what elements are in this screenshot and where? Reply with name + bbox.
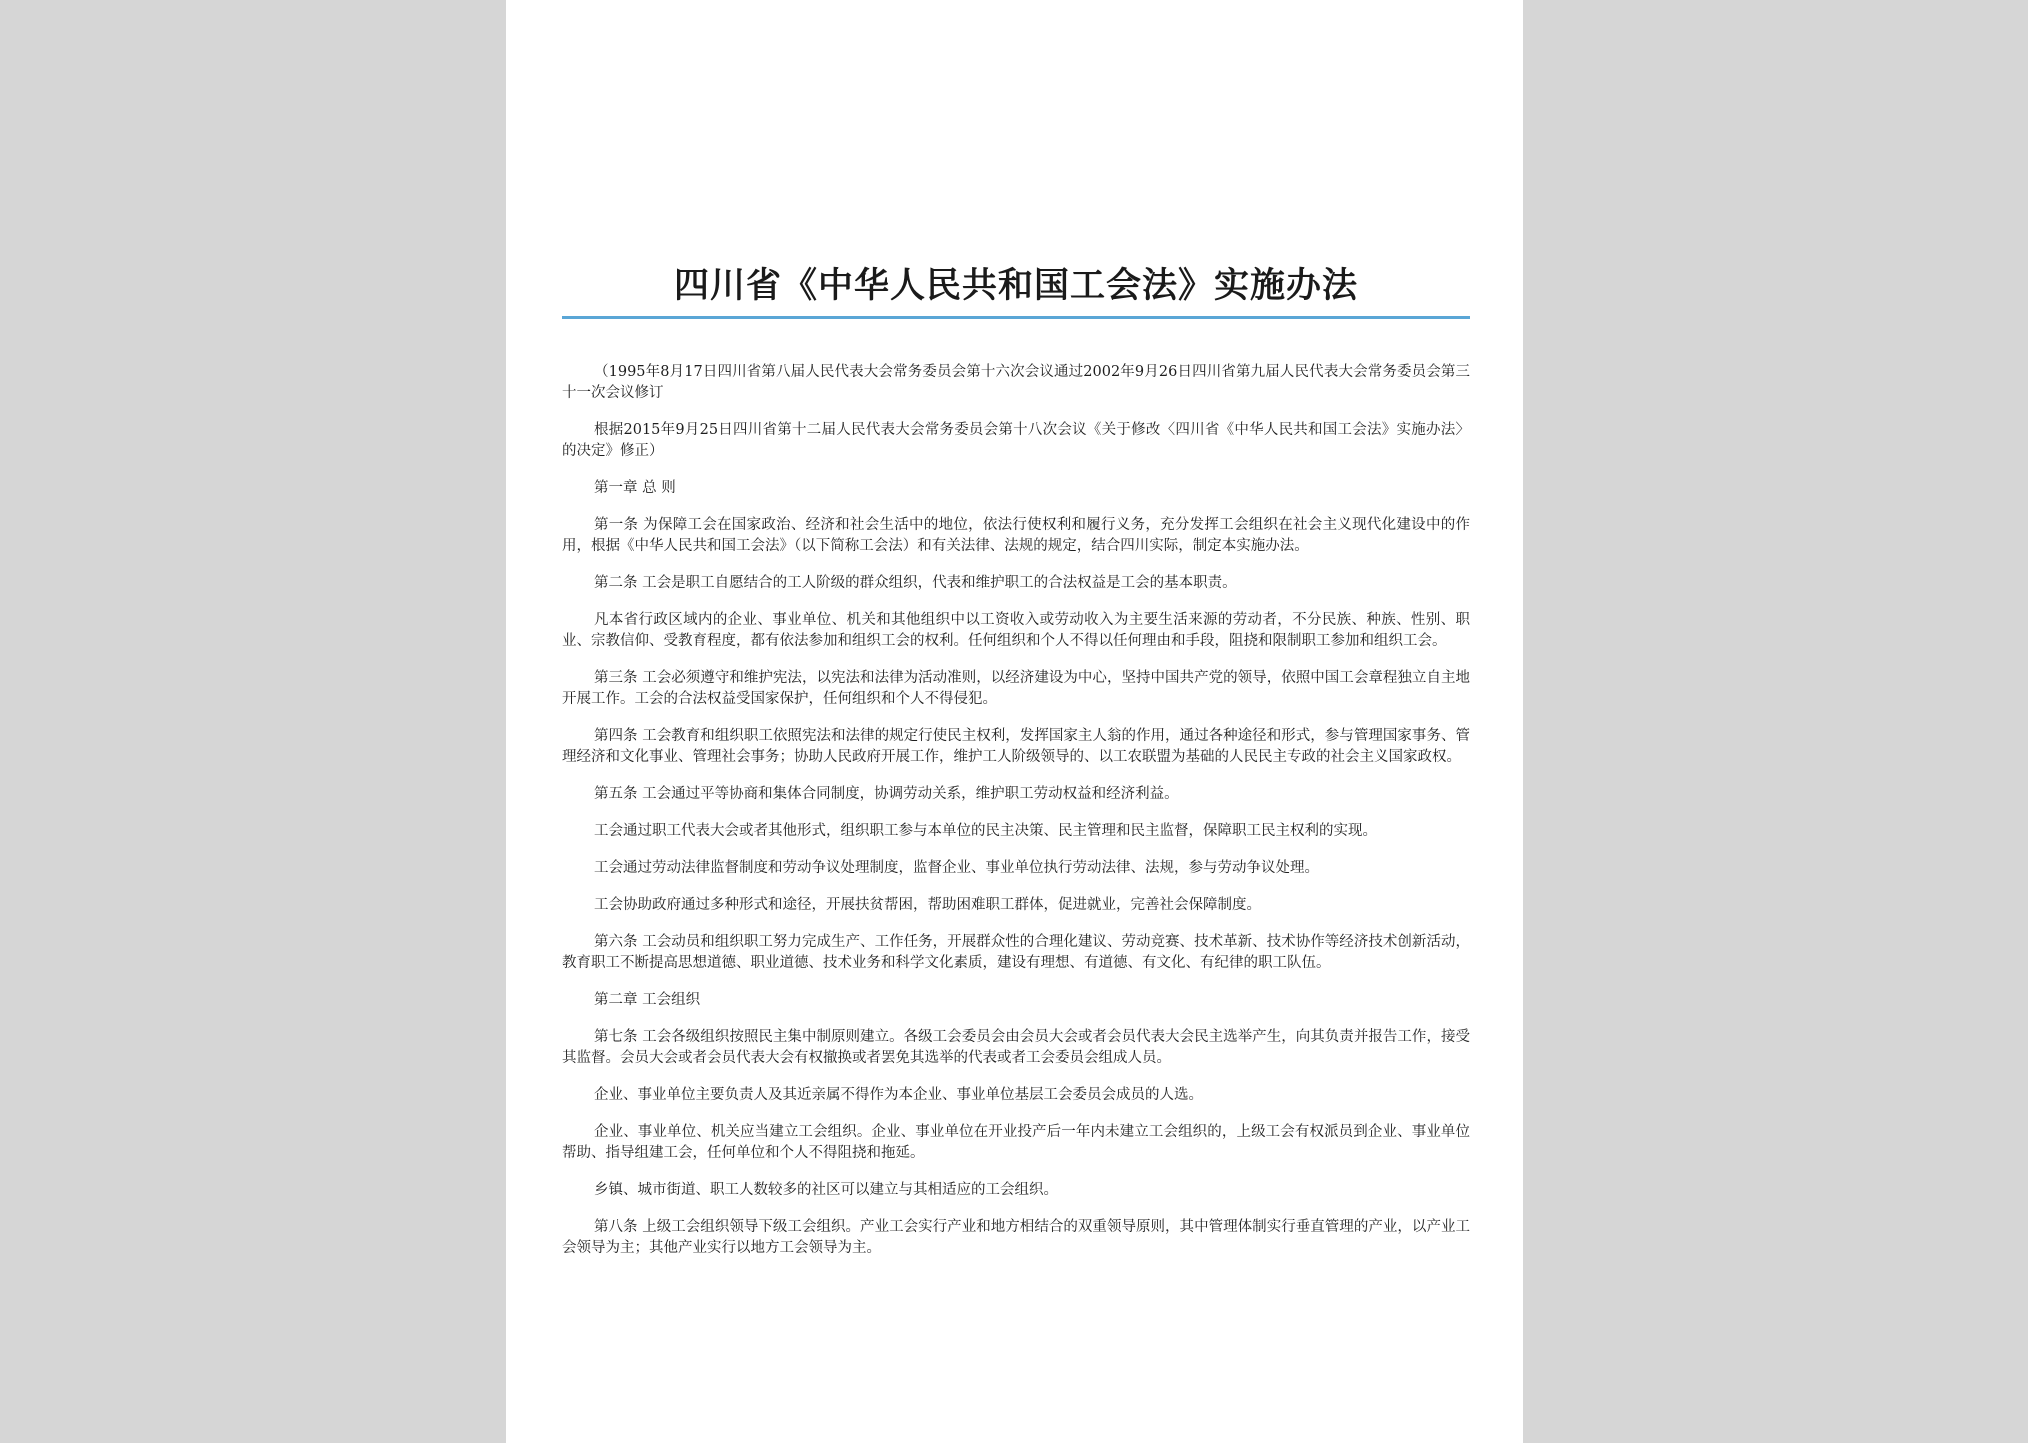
article-paragraph: 第七条 工会各级组织按照民主集中制原则建立。各级工会委员会由会员大会或者会员代表大会民主选举产生，向其负责并报告工作，接受其监督。会员大会或者会员代表大会有权撤换或者罢免其选举的代表或者工会委员会组成人员。 — [562, 1029, 1470, 1066]
document-title: 四川省《中华人民共和国工会法》实施办法 — [673, 265, 1358, 306]
chapter-heading: 第二章 工会组织 — [594, 992, 701, 1008]
article-paragraph: 第三条 工会必须遵守和维护宪法，以宪法和法律为活动准则，以经济建设为中心，坚持中国共产党的领导，依照中国工会章程独立自主地开展工作。工会的合法权益受国家保护，任何组织和个人不得侵犯。 — [562, 670, 1470, 707]
preamble-paragraph: （1995年8月17日四川省第八届人民代表大会常务委员会第十六次会议通过2002年9月26日四川省第九届人民代表大会常务委员会第三十一次会议修订 — [562, 364, 1470, 401]
preamble-paragraph: 根据2015年9月25日四川省第十二届人民代表大会常务委员会第十八次会议《关于修改〈四川省《中华人民共和国工会法》实施办法〉的决定》修正） — [562, 422, 1470, 459]
article-paragraph: 凡本省行政区域内的企业、事业单位、机关和其他组织中以工资收入或劳动收入为主要生活来源的劳动者，不分民族、种族、性别、职业、宗教信仰、受教育程度，都有依法参加和组织工会的权利。任何组织和个人不得以任何理由和手段，阻挠和限制职工参加和组织工会。 — [562, 612, 1470, 649]
article-paragraph: 第四条 工会教育和组织职工依照宪法和法律的规定行使民主权利，发挥国家主人翁的作用，通过各种途径和形式，参与管理国家事务、管理经济和文化事业、管理社会事务；协助人民政府开展工作，维护工人阶级领导的、以工农联盟为基础的人民民主专政的社会主义国家政权。 — [562, 728, 1470, 765]
article-paragraph: 第八条 上级工会组织领导下级工会组织。产业工会实行产业和地方相结合的双重领导原则，其中管理体制实行垂直管理的产业，以产业工会领导为主；其他产业实行以地方工会领导为主。 — [562, 1219, 1470, 1256]
article-paragraph: 第五条 工会通过平等协商和集体合同制度，协调劳动关系，维护职工劳动权益和经济利益。 — [594, 786, 1179, 802]
article-paragraph: 第二条 工会是职工自愿结合的工人阶级的群众组织，代表和维护职工的合法权益是工会的基本职责。 — [594, 575, 1237, 591]
article-paragraph: 企业、事业单位、机关应当建立工会组织。企业、事业单位在开业投产后一年内未建立工会组织的，上级工会有权派员到企业、事业单位帮助、指导组建工会，任何单位和个人不得阻挠和拖延。 — [562, 1124, 1470, 1161]
article-paragraph: 工会通过职工代表大会或者其他形式，组织职工参与本单位的民主决策、民主管理和民主监督，保障职工民主权利的实现。 — [594, 823, 1377, 839]
article-paragraph: 工会协助政府通过多种形式和途径，开展扶贫帮困，帮助困难职工群体，促进就业，完善社会保障制度。 — [594, 897, 1261, 913]
document-body — [562, 362, 1470, 1275]
document-page — [506, 0, 1523, 1443]
title-divider — [562, 316, 1470, 319]
article-paragraph: 乡镇、城市街道、职工人数较多的社区可以建立与其相适应的工会组织。 — [594, 1182, 1058, 1198]
chapter-heading: 第一章 总 则 — [594, 480, 676, 496]
article-paragraph: 企业、事业单位主要负责人及其近亲属不得作为本企业、事业单位基层工会委员会成员的人选。 — [594, 1087, 1203, 1103]
article-paragraph: 工会通过劳动法律监督制度和劳动争议处理制度，监督企业、事业单位执行劳动法律、法规，参与劳动争议处理。 — [594, 860, 1319, 876]
article-paragraph: 第一条 为保障工会在国家政治、经济和社会生活中的地位，依法行使权利和履行义务，充分发挥工会组织在社会主义现代化建设中的作用，根据《中华人民共和国工会法》（以下简称工会法）和有关法律、法规的规定，结合四川实际，制定本实施办法。 — [562, 517, 1470, 554]
article-paragraph: 第六条 工会动员和组织职工努力完成生产、工作任务，开展群众性的合理化建议、劳动竞赛、技术革新、技术协作等经济技术创新活动，教育职工不断提高思想道德、职业道德、技术业务和科学文化素质，建设有理想、有道德、有文化、有纪律的职工队伍。 — [562, 934, 1470, 971]
